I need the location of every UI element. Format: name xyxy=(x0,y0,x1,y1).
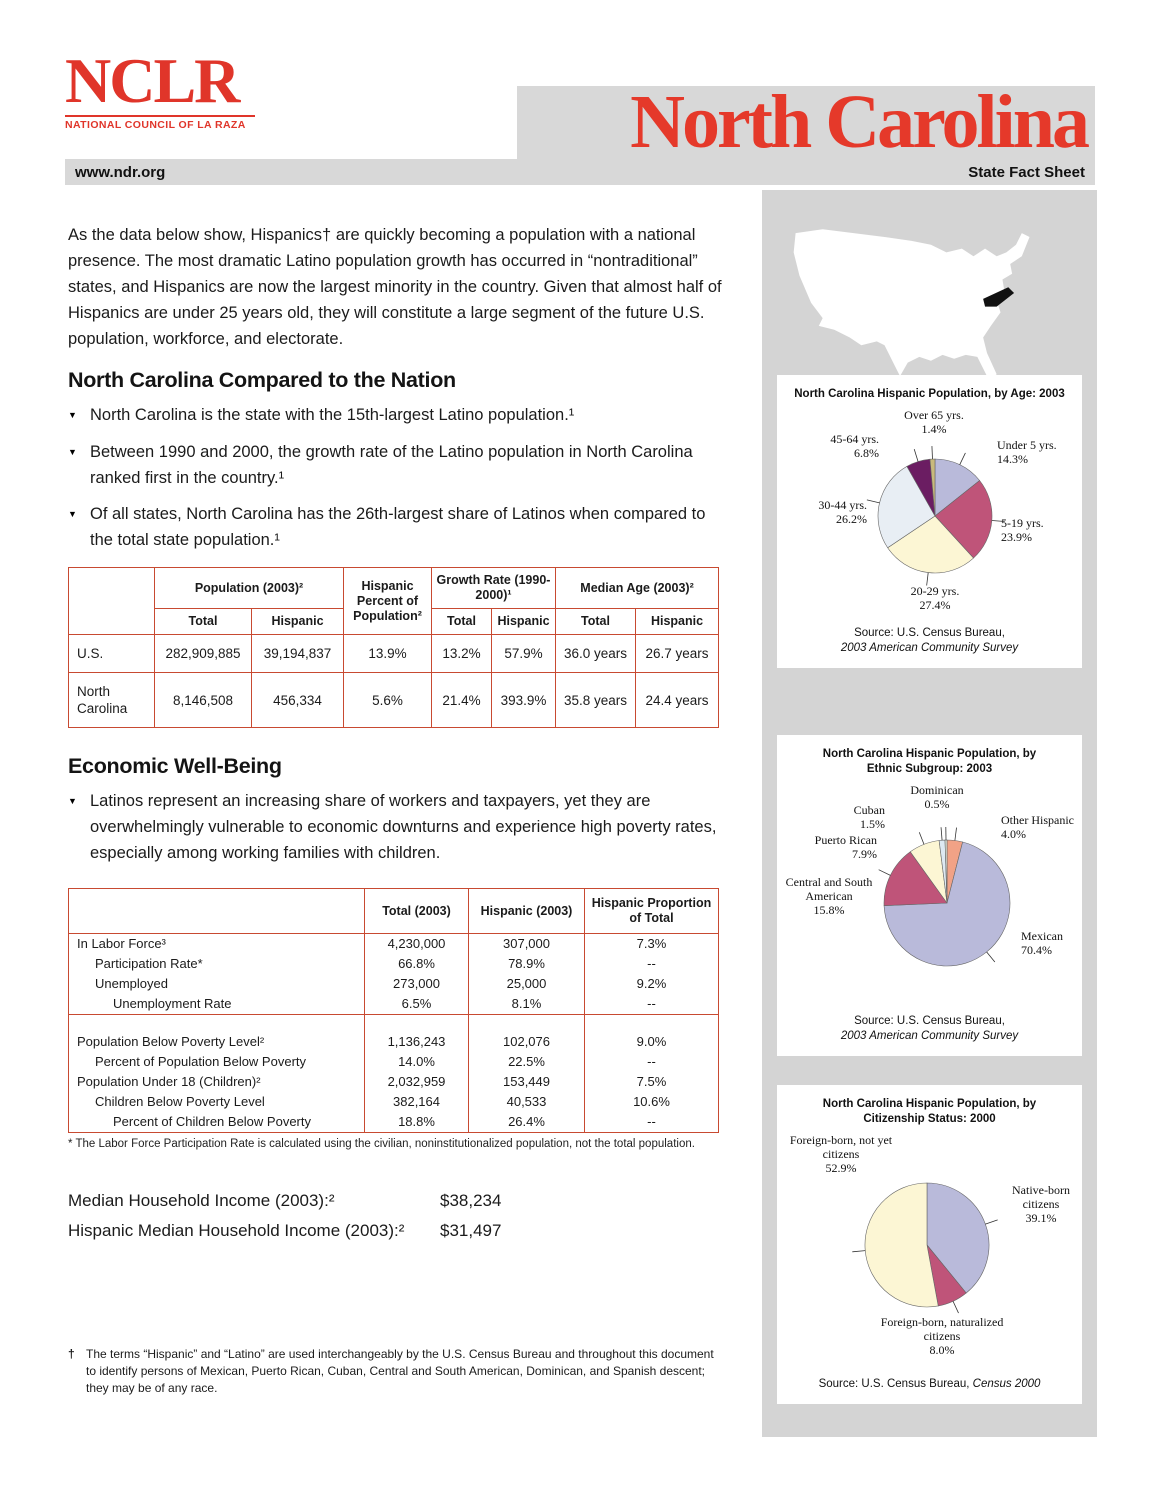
table-cell: 57.9% xyxy=(492,635,556,673)
table-cell: 4,230,000 xyxy=(365,934,469,955)
age-pie-chart xyxy=(777,408,1082,620)
column-group-header: Median Age (2003)² xyxy=(556,568,719,609)
sheet-label: State Fact Sheet xyxy=(968,164,1085,181)
income-value: $31,497 xyxy=(440,1220,502,1240)
chart-title: North Carolina Hispanic Population, by Age: 2003 xyxy=(794,388,1065,400)
table-cell: 13.9% xyxy=(344,635,432,673)
pie-label-pct: 27.4% xyxy=(919,598,951,612)
bullet-text: Latinos represent an increasing share of workers and taxpayers, yet they are overwhelmingly vulnerable to economic downturns and experience high poverty rates, especially among working families with children. xyxy=(90,792,717,862)
table-cell: 7.3% xyxy=(585,934,719,955)
website-url: www.ndr.org xyxy=(75,163,166,181)
leader-line xyxy=(932,446,933,459)
pie-label-name: 20-29 yrs. xyxy=(910,584,960,598)
pie-label-pct: 8.0% xyxy=(929,1343,955,1357)
pie-label-name: Foreign-born, naturalized citizens xyxy=(880,1315,1004,1343)
leader-line xyxy=(941,827,942,840)
pie-label xyxy=(882,783,992,811)
table-cell: 9.0% xyxy=(585,1032,719,1052)
chart-source xyxy=(777,1014,1082,1044)
age-chart-box xyxy=(777,375,1082,668)
pie-label-pct: 1.5% xyxy=(860,817,885,831)
row-label: Children Below Poverty Level xyxy=(69,1092,365,1112)
source-line-italic: Census 2000 xyxy=(972,1378,1041,1390)
pie-label-name: Under 5 yrs. xyxy=(997,438,1057,452)
chart-title: North Carolina Hispanic Population, by Ethnic Subgroup: 2003 xyxy=(822,748,1037,775)
column-group-header: Hispanic Percent of Population² xyxy=(344,568,432,635)
pie-label-pct: 23.9% xyxy=(1001,530,1032,544)
table-cell: -- xyxy=(585,1112,719,1133)
table-header-row xyxy=(69,889,719,934)
spacer-row xyxy=(69,1015,719,1032)
table-cell: 393.9% xyxy=(492,673,556,728)
table-cell: 24.4 years xyxy=(636,673,719,728)
row-label: Percent of Population Below Poverty xyxy=(69,1052,365,1072)
pie-label-name: Other Hispanic xyxy=(1001,813,1074,827)
column-header: Hispanic (2003) xyxy=(469,889,585,934)
table-row xyxy=(69,1052,719,1072)
table-row xyxy=(69,673,719,728)
table-cell: -- xyxy=(585,1052,719,1072)
sidebar xyxy=(762,190,1097,1437)
table-cell: 5.6% xyxy=(344,673,432,728)
table-cell: 78.9% xyxy=(469,954,585,974)
bullet-item xyxy=(68,402,723,429)
pie-label xyxy=(785,833,877,861)
pie-label xyxy=(1001,516,1081,544)
table-cell xyxy=(469,1015,585,1032)
pie-slice-foreign-born-not-yet-citizens xyxy=(865,1183,938,1307)
section-heading-nation: North Carolina Compared to the Nation xyxy=(68,368,456,392)
income-label: Median Household Income (2003):² xyxy=(68,1190,335,1210)
source-line: Source: U.S. Census Bureau, xyxy=(854,627,1005,639)
table-cell: 66.8% xyxy=(365,954,469,974)
chart-source xyxy=(777,626,1082,656)
pie-label xyxy=(805,803,885,831)
bullet-triangle-icon: ▼ xyxy=(68,410,77,420)
chart-source xyxy=(777,1377,1082,1392)
economic-table-body xyxy=(69,934,719,1133)
pie-label xyxy=(1003,1183,1079,1225)
row-label xyxy=(69,1015,365,1032)
pie-label xyxy=(869,408,999,436)
column-header: Hispanic xyxy=(636,609,719,635)
pie-label-name: Foreign-born, not yet citizens xyxy=(789,1133,893,1161)
table-cell: 25,000 xyxy=(469,974,585,994)
table-row xyxy=(69,635,719,673)
row-label: North Carolina xyxy=(69,673,155,728)
pie-label-name: 45-64 yrs. xyxy=(830,432,879,446)
intro-paragraph: As the data below show, Hispanics† are quickly becoming a population with a national presence. The most dramatic Latino population growth has occurred in “nontraditional” states, and Hispanics are now the largest minority in the country. Given that almost half of Hispanics are under 25 years old, they will constitute a large segment of the future U.S. population, workforce, and electorate. xyxy=(68,226,722,348)
table-cell: 382,164 xyxy=(365,1092,469,1112)
table-cell: 10.6% xyxy=(585,1092,719,1112)
income-row xyxy=(68,1186,723,1216)
table-cell: 102,076 xyxy=(469,1032,585,1052)
pie-label-pct: 70.4% xyxy=(1021,943,1052,957)
row-label: Percent of Children Below Poverty xyxy=(69,1112,365,1133)
table-cell: 273,000 xyxy=(365,974,469,994)
row-label: U.S. xyxy=(69,635,155,673)
bullet-text: North Carolina is the state with the 15th-largest Latino population.¹ xyxy=(90,406,575,424)
table-cell: 282,909,885 xyxy=(155,635,252,673)
pie-label-pct: 15.8% xyxy=(813,903,845,917)
pie-label xyxy=(783,498,867,526)
source-line-italic: 2003 American Community Survey xyxy=(840,642,1019,654)
table-cell: 14.0% xyxy=(365,1052,469,1072)
table-header-row xyxy=(69,568,719,609)
table-cell: 8.1% xyxy=(469,994,585,1015)
column-header: Total (2003) xyxy=(365,889,469,934)
table-row xyxy=(69,974,719,994)
table-cell: 456,334 xyxy=(252,673,344,728)
leader-line xyxy=(960,453,966,465)
terms-footnote xyxy=(68,1346,723,1397)
pie-label-name: Over 65 yrs. xyxy=(904,408,964,422)
page-title: North Carolina xyxy=(630,80,1087,164)
table-cell xyxy=(585,1015,719,1032)
bullet-item xyxy=(68,788,723,866)
economic-bullet-list xyxy=(68,788,723,866)
table-cell: 7.5% xyxy=(585,1072,719,1092)
row-label: In Labor Force³ xyxy=(69,934,365,955)
table-cell xyxy=(365,1015,469,1032)
pie-label-pct: 14.3% xyxy=(997,452,1028,466)
table-cell: 26.4% xyxy=(469,1112,585,1133)
row-label: Population Below Poverty Level² xyxy=(69,1032,365,1052)
bullet-item xyxy=(68,439,723,491)
bullet-triangle-icon: ▼ xyxy=(68,796,77,806)
column-header: Total xyxy=(155,609,252,635)
row-label: Unemployment Rate xyxy=(69,994,365,1015)
table-cell: 18.8% xyxy=(365,1112,469,1133)
leader-line xyxy=(955,828,957,841)
empty-corner-cell xyxy=(69,889,365,934)
citizenship-chart-box xyxy=(777,1085,1082,1404)
source-line: Source: U.S. Census Bureau, xyxy=(818,1378,973,1390)
pie-label xyxy=(783,1133,899,1175)
pie-label-pct: 52.9% xyxy=(825,1161,857,1175)
table-cell: 26.7 years xyxy=(636,635,719,673)
table-cell: 153,449 xyxy=(469,1072,585,1092)
column-group-header: Growth Rate (1990-2000)¹ xyxy=(432,568,556,609)
column-header: Total xyxy=(556,609,636,635)
table-cell: 8,146,508 xyxy=(155,673,252,728)
leader-line xyxy=(919,832,924,844)
table-cell: 21.4% xyxy=(432,673,492,728)
pie-label-pct: 6.8% xyxy=(854,446,879,460)
income-value: $38,234 xyxy=(440,1190,502,1210)
row-label: Unemployed xyxy=(69,974,365,994)
table-cell: 9.2% xyxy=(585,974,719,994)
pie-label-name: Cuban xyxy=(853,803,885,817)
pie-label-pct: 0.5% xyxy=(924,797,950,811)
pie-label xyxy=(777,875,881,917)
bullet-triangle-icon: ▼ xyxy=(68,447,77,457)
table-row xyxy=(69,1072,719,1092)
row-label: Participation Rate* xyxy=(69,954,365,974)
pie-label-name: Native-born citizens xyxy=(1012,1183,1070,1211)
labor-force-footnote: * The Labor Force Participation Rate is calculated using the civilian, noninstitutionalized population, not the total population. xyxy=(68,1137,695,1150)
leader-line xyxy=(953,1301,958,1313)
table-cell: -- xyxy=(585,954,719,974)
column-header: Hispanic xyxy=(492,609,556,635)
pie-label-name: Central and South American xyxy=(785,875,873,903)
pie-label-name: Dominican xyxy=(910,783,964,797)
nation-comparison-table xyxy=(68,567,719,728)
table-cell: 39,194,837 xyxy=(252,635,344,673)
title-band xyxy=(517,80,1095,185)
nclr-logo xyxy=(65,45,255,131)
table-cell: 13.2% xyxy=(432,635,492,673)
pie-label-pct: 39.1% xyxy=(1025,1211,1057,1225)
leader-line xyxy=(987,952,995,962)
ethnic-chart-box xyxy=(777,735,1082,1056)
leader-line xyxy=(914,449,918,461)
table-row xyxy=(69,994,719,1015)
pie-label-pct: 4.0% xyxy=(1001,827,1026,841)
dagger-marker: † xyxy=(68,1346,75,1361)
source-line-italic: 2003 American Community Survey xyxy=(840,1030,1019,1042)
main-content xyxy=(68,222,723,1397)
logo-subtitle: NATIONAL COUNCIL OF LA RAZA xyxy=(65,115,255,131)
table-cell: -- xyxy=(585,994,719,1015)
pie-label-name: 30-44 yrs. xyxy=(818,498,867,512)
pie-label-name: 5-19 yrs. xyxy=(1001,516,1044,530)
chart-title: North Carolina Hispanic Population, by Citizenship Status: 2000 xyxy=(822,1098,1037,1125)
ethnic-pie-chart xyxy=(777,783,1082,1008)
leader-line xyxy=(852,1251,865,1252)
url-strip xyxy=(65,159,517,185)
income-row xyxy=(68,1216,723,1246)
pie-label xyxy=(1021,929,1081,957)
us-map xyxy=(784,202,1074,376)
section-heading-economic: Economic Well-Being xyxy=(68,754,282,778)
table-cell: 22.5% xyxy=(469,1052,585,1072)
table-row xyxy=(69,954,719,974)
table-cell: 307,000 xyxy=(469,934,585,955)
column-header: Total xyxy=(432,609,492,635)
bullet-triangle-icon: ▼ xyxy=(68,509,77,519)
nation-bullet-list xyxy=(68,402,723,553)
pie-label-name: Puerto Rican xyxy=(814,833,877,847)
economic-table xyxy=(68,888,719,1133)
bullet-text: Of all states, North Carolina has the 26th-largest share of Latinos when compared to the total state population.¹ xyxy=(90,505,706,549)
pie-label-pct: 7.9% xyxy=(852,847,877,861)
pie-label-pct: 1.4% xyxy=(921,422,947,436)
pie-label-pct: 26.2% xyxy=(836,512,867,526)
table-cell: 40,533 xyxy=(469,1092,585,1112)
income-label: Hispanic Median Household Income (2003):² xyxy=(68,1220,405,1240)
leader-line xyxy=(867,500,880,503)
table-row xyxy=(69,1092,719,1112)
source-line: Source: U.S. Census Bureau, xyxy=(854,1015,1005,1027)
footnote-text: The terms “Hispanic” and “Latino” are used interchangeably by the U.S. Census Bureau and throughout this document to identify persons of Mexican, Puerto Rican, Cuban, Central and South American, Dominican, and Spanish descent; they may be of any race. xyxy=(86,1346,714,1395)
column-group-header: Population (2003)² xyxy=(155,568,344,609)
pie-label-name: Mexican xyxy=(1021,929,1063,943)
leader-line xyxy=(985,1220,997,1224)
table-cell: 6.5% xyxy=(365,994,469,1015)
pie-label xyxy=(1001,813,1091,841)
nation-table-body xyxy=(69,635,719,728)
us-map-svg xyxy=(784,202,1074,386)
table-row xyxy=(69,1112,719,1133)
logo-acronym: NCLR xyxy=(65,45,239,116)
column-header: Hispanic Proportion of Total xyxy=(585,889,719,934)
bullet-item xyxy=(68,501,723,553)
table-cell: 36.0 years xyxy=(556,635,636,673)
column-header: Hispanic xyxy=(252,609,344,635)
row-label: Population Under 18 (Children)² xyxy=(69,1072,365,1092)
pie-label xyxy=(793,432,879,460)
table-cell: 1,136,243 xyxy=(365,1032,469,1052)
empty-corner-cell xyxy=(69,568,155,635)
pie-label xyxy=(997,438,1081,466)
bullet-text: Between 1990 and 2000, the growth rate of the Latino population in North Carolina ranked first in the country.¹ xyxy=(90,443,693,487)
table-cell: 2,032,959 xyxy=(365,1072,469,1092)
citizenship-pie-chart xyxy=(777,1133,1082,1371)
income-block xyxy=(68,1186,723,1246)
pie-label xyxy=(872,584,998,612)
table-row xyxy=(69,934,719,955)
table-cell: 35.8 years xyxy=(556,673,636,728)
table-row xyxy=(69,1032,719,1052)
pie-label xyxy=(862,1315,1022,1357)
